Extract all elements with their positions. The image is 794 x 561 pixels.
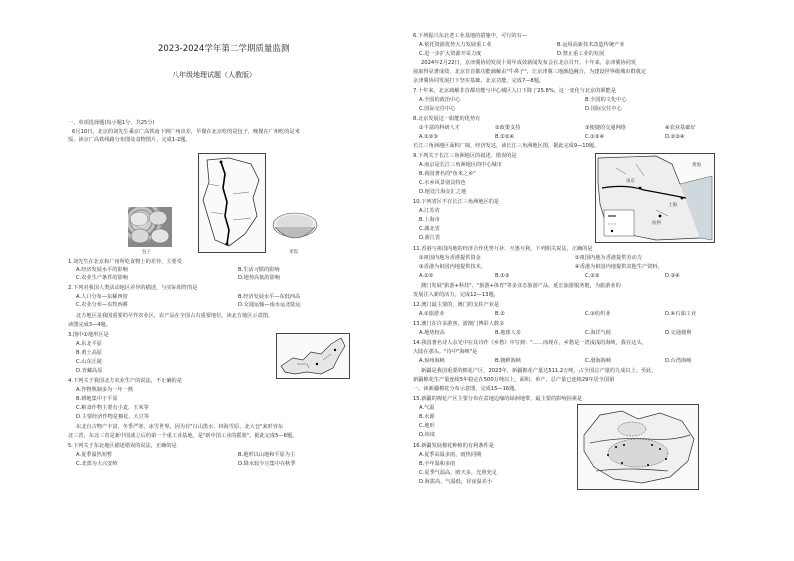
option-b: B.我国著名的"鱼米之乡" [419,171,476,177]
option-b: B.①③ [495,273,510,279]
question-stem: 9.下列关于长江三角洲地区的叙述，错误的是 [413,153,517,159]
question-stem: 1.刘先生在北京和广州所吃食物上的差异，主要受 [68,259,182,265]
option-a: A.人口分布—东稀西密 [76,294,128,300]
page-subtitle: 八年级地理试题（人教版） [172,71,256,79]
bun-caption: 包子 [142,250,151,255]
intro-line: 京津冀协同发展打下坚实基础，北京功能。完成7—8题。 [413,78,545,84]
section-heading: 一、单项选择题(每小题1分，共25分) [68,120,155,126]
option-a: A.江苏省 [419,208,440,214]
option-a: A.全国的政治中心 [419,97,461,103]
option-a: A.经济发展水平的影响 [76,267,128,273]
question-stem: 7.十年来，北京疏解非首都功能与中心城区人口下降了25.8%，这一变化与北京的职能是 [413,88,616,94]
question-stem: 4.下列关于我国北方农业生产的说法，不正确的是 [68,378,182,384]
option-a: A.夏季温热短暂 [76,452,113,458]
northern-region-svg [277,334,349,378]
beijing-guangzhou-railway-map [198,153,266,253]
option-b: B.耕地集中于平原 [76,396,118,402]
question-stem: 6.下列振兴东北老工业基地的措施中，可行的有— [413,33,527,39]
intro-line: 2024年2月22日，京津冀协同发展十周年成效新闻发布会在北京召开。十年来，京津冀协同发 [421,60,637,66]
option-c: C.进一步扩大资源开采力度 [419,51,482,57]
option-a: A.②旅游业 [419,311,445,317]
intro-line: 6月10日，北京的刘先生乘京广高铁南下到广州出差，早餐在北京吃的是包子，晚餐在广州吃的是米 [72,129,300,135]
option-b: B.全国的文化中心 [585,97,627,103]
statement-3: ③便捷的交通网络 [585,125,626,131]
intro-line: 新疆棉花生产量连续5年稳定在500万吨以上，面积、单产、总产量已连续29年居全国第 [413,377,615,383]
question-stem: 10.下列省区不在长江三角洲地区的是 [413,199,500,205]
yangtze-delta-map [595,153,715,243]
option-d: D.纬度 [419,432,436,438]
intro-line: 新疆是我国重要的棉花产区，2023年，新疆棉花产量达511.2万吨，占全国总产量的九成以上。至此， [421,368,657,374]
option-c: C.山东丘陵 [76,359,103,365]
option-d: D.交通便利 [665,330,692,336]
intro-line: 读图完成3—4题。 [68,322,111,328]
question-stem: 12.澳门最主要的，澳门的支柱产业是 [413,302,500,308]
option-d: D.降水较少且集中在秋季 [238,461,296,467]
rice-bowl-svg [270,207,320,247]
option-d: D.国际交往中心 [585,106,622,112]
option-c: C.国际交往中心 [419,106,456,112]
option-a: A.气温 [419,405,435,411]
option-d: D.交通运输—南水运北陆运 [238,302,301,308]
rice-caption: 米饭 [289,250,298,255]
option-b: B.黄土高原 [76,350,102,356]
intro-line: 东北自古物产丰富，冬季严寒，冰雪世界。因为有"白山黑水、林海雪原、北大仓"来形容东 [76,424,284,430]
option-b: B.② [495,311,505,317]
question-stem: 3.图中①地形区是 [68,332,109,338]
option-d: D.②③④ [665,134,685,140]
option-a: A.南京是长江三角洲地区的中心城市 [419,162,502,168]
option-a: A.依托资源优势大力发展重工业 [419,42,492,48]
option-c: C.水乡风景别具特色 [419,180,466,186]
option-c: C.农业生产条件的影响 [76,275,128,281]
question-stem: 11.香港与祖国内地的经济合作优势互补，互惠互利，下列相关说法，正确的是 [413,246,593,252]
map-label-shanghai: 上海 [668,203,677,208]
option-b: B.朝鲜海峡 [495,358,521,364]
option-b: B.①②④ [495,134,515,140]
intro-line: 澳门发展"旅游+科技"、"旅游+体育"等多业态旅游产品，延长旅游服务链，为旅游业的 [421,283,621,289]
option-a: A.夏季高温多雨，雨热同期 [419,452,482,458]
option-b: B.全年温和多雨 [419,461,456,467]
intro-line: 饭。读京广高铁线路分布图及食物图片，完成1-2题。 [68,137,191,143]
statement-4: ④农业基础好 [665,125,696,131]
intro-line: 长江三角洲地区面积广阔，经济发达，读长江三角洲地区图，据此完成9—10题。 [413,143,600,149]
question-stem: 13.澳门在许多游客，游澳门博彩人数多 [413,321,505,327]
option-b: B.生活习惯的影响 [238,267,280,273]
question-stem: 2.下列对我国人类活动地区差异的描述，与实际相符的是 [68,285,198,291]
question-stem: 5.下列关于东北地区描述错误的说法，正确的是 [68,443,177,449]
option-d: D.海拔高，气温低，昼夜温差小 [419,479,493,485]
railway-map-svg [199,154,265,252]
statement-4: ④香港为祖国内地提供其他生产资料。 [575,264,663,270]
northern-region-map [276,333,350,379]
option-b: B.地形以山地和平原为主 [238,452,296,458]
intro-line: 展取得显著成效，北京非首都功能疏解由"牛鼻子"，让京津冀三地渐趋融合，为建设世界级城市群奠定 [413,69,647,75]
option-d: D.④石油工业 [665,311,697,317]
option-d: D.青藏高原 [76,368,103,374]
option-c: C.②③ [585,273,600,279]
statement-3: ③香港为祖国内地提供技术。 [419,264,486,270]
option-c: C.粮食作物主要有小麦、玉米等 [76,405,149,411]
option-c: C.③纺织业 [585,311,611,317]
option-c: C.北部为大兴安岭 [76,461,118,467]
steamed-bun-photo [128,207,172,247]
question-stem: 15.新疆的棉花产区主要分布在盆地边缘的绿洲地带，最主要的影响因素是 [413,396,583,402]
option-b: B.水源 [419,414,435,420]
question-stem: 8.北京发展这一职能的优势有 [413,116,481,122]
option-a: A.东北平原 [76,341,102,347]
question-stem-cont: 大陆在那头。"诗中"海峡"是 [413,349,478,355]
option-c: C.渤海海峡 [585,358,612,364]
option-c: C.①③④ [585,134,605,140]
option-d: D.地势高低的影响 [238,275,280,281]
option-d: D.③④ [665,273,680,279]
option-b: B.上海市 [419,217,440,223]
option-c: C.地形 [419,423,435,429]
option-a: A.地势较高 [419,330,445,336]
option-b: B.经济发展水平—东低西高 [238,294,301,300]
page-title: 2023-2024学年第二学期质量监测 [158,44,290,54]
statement-1: ①祖国内地为香港提供资金 [419,255,481,261]
option-c: C.农业分布—东牧西耕 [76,302,128,308]
option-c: C.海洋气候 [585,330,612,336]
option-a: A.①② [419,273,434,279]
map-label-nanjing: 南京 [626,179,635,184]
right-column [397,0,794,561]
option-a: A.琼州海峡 [419,358,445,364]
option-d: D.地处江海交汇之地 [419,189,467,195]
option-d: D.主要经济作物是棉花、大豆等 [76,414,150,420]
option-b: B.地球人多 [495,330,521,336]
option-d: D.台湾海峡 [665,358,692,364]
option-c: C.湖北省 [419,226,440,232]
intro-line: 一。读新疆棉花分布示意图，完成15—16题。 [413,386,520,392]
intro-line: 发展注入新的活力，完成12—13题。 [413,292,499,298]
map-label-hangzhou: 杭州 [652,221,661,226]
question-stem: 14.我国著名诗人余光中在其诗作《乡愁》中写到："……而现在，乡愁是一湾浅浅的海峡，我在这头， [413,340,647,346]
option-d: D.禁止重工业的发展 [557,51,605,57]
intro-line: 北三省，东北三省是新中国成立后的第一个重工业基地，是"新中国工业的摇篮"。据此完成5—6题。 [68,433,298,439]
option-a: A.作物熟制多为一年一熟 [76,387,133,393]
xinjiang-map-svg [578,405,698,489]
option-c: C.夏季气温高，晴天多，光照充足 [419,470,497,476]
statement-1: ①丰富的科研人才 [419,125,460,131]
intro-line: 北方地区是我国重要的早作农业区，农产品在全国占有重要地位。读北方地区示意图， [76,313,274,319]
bun-shapes [128,207,172,247]
question-stem: 16.新疆发展棉花种植的有利条件是 [413,443,494,449]
rice-photo [270,207,320,247]
xinjiang-cotton-map [577,404,699,490]
statement-2: ②政策支持 [495,125,521,131]
statement-2: ②祖国内地为香港提供劳动力 [575,255,642,261]
option-d: D.浙江省 [419,235,441,241]
map-label-yellow-sea: 黄海 [692,163,701,168]
option-a: A.①②③ [419,134,439,140]
option-b: B.运用高新技术改造传统产业 [557,42,625,48]
